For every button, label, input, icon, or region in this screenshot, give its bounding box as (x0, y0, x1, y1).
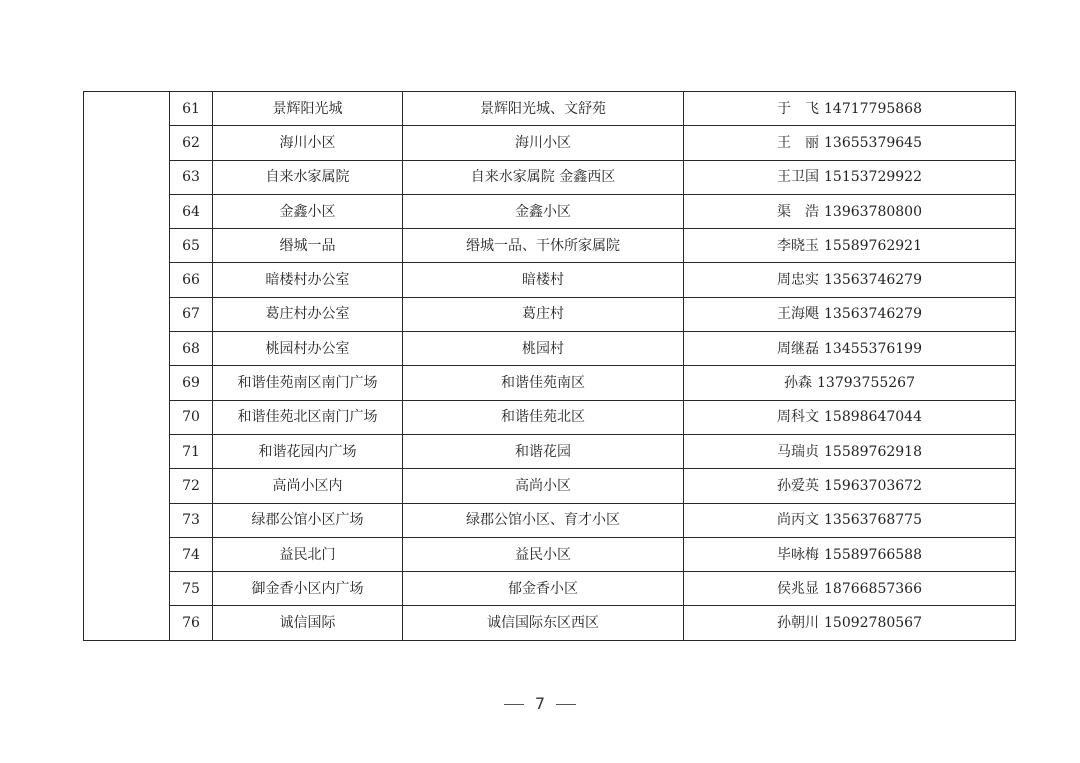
contact-name: 周继磊 (777, 340, 819, 357)
row-number-cell: 70 (170, 400, 213, 434)
contact-phone: 15589762921 (824, 237, 922, 254)
table-row (84, 297, 1016, 331)
contact-name: 毕咏梅 (777, 546, 819, 563)
coverage-area-cell: 桃园村 (403, 332, 684, 366)
table-row (84, 469, 1016, 503)
contact-phone: 15963703672 (824, 477, 922, 494)
site-cell: 桃园村办公室 (213, 332, 403, 366)
page-footer (0, 694, 1080, 713)
contact-name: 侯兆显 (777, 580, 819, 597)
contact-phone: 13963780800 (824, 203, 922, 220)
contact-cell (684, 194, 1016, 228)
site-cell: 景辉阳光城 (213, 92, 403, 126)
table-row (84, 537, 1016, 571)
coverage-area-cell: 益民小区 (403, 537, 684, 571)
row-number-cell: 63 (170, 160, 213, 194)
contact-name: 李晓玉 (777, 237, 819, 254)
contact-cell (684, 434, 1016, 468)
contact-cell (684, 537, 1016, 571)
sites-table-body (84, 92, 1016, 641)
contact-name: 尚丙文 (777, 512, 819, 529)
contact-phone: 15153729922 (824, 169, 922, 186)
contact-cell (684, 469, 1016, 503)
coverage-area-cell: 和谐花园 (403, 434, 684, 468)
coverage-area-cell: 和谐佳苑南区 (403, 366, 684, 400)
coverage-area-cell: 高尚小区 (403, 469, 684, 503)
contact-cell (684, 126, 1016, 160)
row-number-cell: 66 (170, 263, 213, 297)
row-number-cell: 69 (170, 366, 213, 400)
contact-phone: 13455376199 (824, 340, 922, 357)
table-row (84, 572, 1016, 606)
contact-phone: 15092780567 (824, 615, 922, 632)
footer-right-dash (556, 704, 576, 705)
row-number-cell: 65 (170, 229, 213, 263)
table-row (84, 263, 1016, 297)
contact-phone: 18766857366 (824, 580, 922, 597)
site-cell: 高尚小区内 (213, 469, 403, 503)
contact-phone: 15589766588 (824, 546, 922, 563)
row-number-cell: 73 (170, 503, 213, 537)
contact-cell (684, 263, 1016, 297)
site-cell: 自来水家属院 (213, 160, 403, 194)
row-number-cell: 71 (170, 434, 213, 468)
contact-phone: 14717795868 (824, 100, 922, 117)
row-number-cell: 61 (170, 92, 213, 126)
contact-name: 孙森 (784, 375, 812, 392)
contact-name: 于 飞 (777, 100, 819, 117)
contact-cell (684, 92, 1016, 126)
contact-phone: 13655379645 (824, 134, 922, 151)
row-number-cell: 67 (170, 297, 213, 331)
contact-cell (684, 606, 1016, 640)
contact-name: 孙爱英 (777, 477, 819, 494)
contact-phone: 13563746279 (824, 306, 922, 323)
table-row (84, 400, 1016, 434)
contact-cell (684, 332, 1016, 366)
row-number-cell: 72 (170, 469, 213, 503)
coverage-area-cell: 景辉阳光城、文舒苑 (403, 92, 684, 126)
table-row (84, 160, 1016, 194)
contact-phone: 15898647044 (824, 409, 922, 426)
site-cell: 金鑫小区 (213, 194, 403, 228)
table-row (84, 434, 1016, 468)
contact-name: 周科文 (777, 409, 819, 426)
page-number: 7 (534, 694, 546, 713)
table-row (84, 606, 1016, 640)
coverage-area-cell: 自来水家属院 金鑫西区 (403, 160, 684, 194)
contact-phone: 13563746279 (824, 272, 922, 289)
table-row (84, 332, 1016, 366)
site-cell: 暗楼村办公室 (213, 263, 403, 297)
site-cell: 和谐佳苑北区南门广场 (213, 400, 403, 434)
contact-name: 渠 浩 (777, 203, 819, 220)
site-cell: 缗城一品 (213, 229, 403, 263)
row-number-cell: 64 (170, 194, 213, 228)
site-cell: 诚信国际 (213, 606, 403, 640)
contact-name: 王 丽 (777, 134, 819, 151)
row-number-cell: 75 (170, 572, 213, 606)
coverage-area-cell: 绿郡公馆小区、育才小区 (403, 503, 684, 537)
coverage-area-cell: 金鑫小区 (403, 194, 684, 228)
coverage-area-cell: 葛庄村 (403, 297, 684, 331)
coverage-area-cell: 缗城一品、干休所家属院 (403, 229, 684, 263)
coverage-area-cell: 和谐佳苑北区 (403, 400, 684, 434)
coverage-area-cell: 暗楼村 (403, 263, 684, 297)
row-number-cell: 74 (170, 537, 213, 571)
site-cell: 和谐花园内广场 (213, 434, 403, 468)
contact-cell (684, 503, 1016, 537)
coverage-area-cell: 海川小区 (403, 126, 684, 160)
site-cell: 海川小区 (213, 126, 403, 160)
contact-cell (684, 572, 1016, 606)
contact-cell (684, 297, 1016, 331)
table-row (84, 92, 1016, 126)
row-number-cell: 76 (170, 606, 213, 640)
table-row (84, 503, 1016, 537)
row-number-cell: 68 (170, 332, 213, 366)
footer-left-dash (504, 704, 524, 705)
row-number-cell: 62 (170, 126, 213, 160)
table-row (84, 229, 1016, 263)
site-cell: 葛庄村办公室 (213, 297, 403, 331)
site-cell: 益民北门 (213, 537, 403, 571)
contact-name: 马瑞贞 (777, 443, 819, 460)
contact-name: 王海飓 (777, 306, 819, 323)
site-cell: 和谐佳苑南区南门广场 (213, 366, 403, 400)
coverage-area-cell: 诚信国际东区西区 (403, 606, 684, 640)
sites-table (83, 91, 1016, 641)
contact-name: 孙朝川 (777, 615, 819, 632)
contact-cell (684, 400, 1016, 434)
contact-cell (684, 366, 1016, 400)
contact-name: 王卫国 (777, 169, 819, 186)
coverage-area-cell: 郁金香小区 (403, 572, 684, 606)
table-row (84, 194, 1016, 228)
contact-cell (684, 160, 1016, 194)
contact-name: 周忠实 (777, 272, 819, 289)
region-cell (84, 92, 170, 641)
site-cell: 绿郡公馆小区广场 (213, 503, 403, 537)
site-cell: 御金香小区内广场 (213, 572, 403, 606)
contact-cell (684, 229, 1016, 263)
table-row (84, 366, 1016, 400)
table-row (84, 126, 1016, 160)
contact-phone: 13793755267 (817, 375, 915, 392)
contact-phone: 13563768775 (824, 512, 922, 529)
contact-phone: 15589762918 (824, 443, 922, 460)
